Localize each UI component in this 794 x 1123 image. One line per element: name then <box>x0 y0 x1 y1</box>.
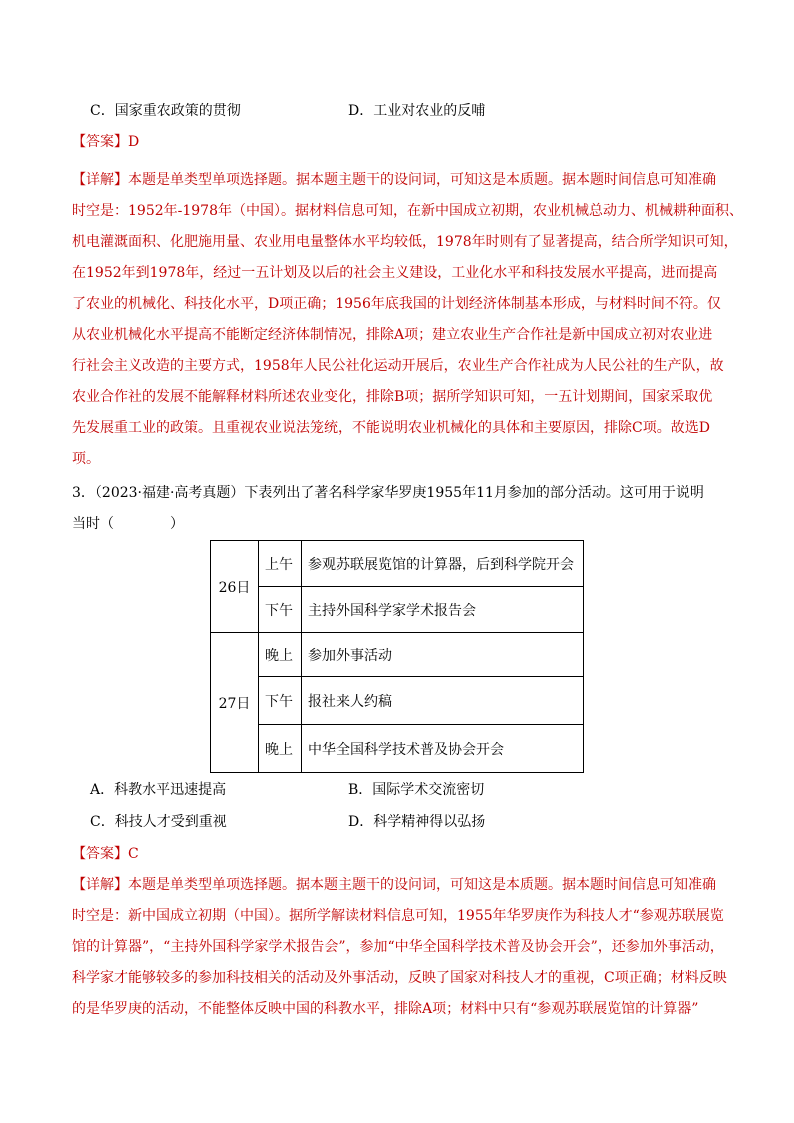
detail-line: 项。 <box>72 451 100 467</box>
prev-option-c: C．国家重农政策的贯彻 <box>90 103 241 119</box>
question-3-stem-cont: 当时（ ） <box>72 516 184 532</box>
question-3-stem: 3．（2023·福建·高考真题）下表列出了著名科学家华罗庚1955年11月参加的部分活动。这可用于说明 <box>72 485 704 501</box>
answer-value: D <box>128 134 140 150</box>
detail-line: 本题是单类型单项选择题。据本题主题干的设问词，可知这是本质题。据本题时间信息可知准确 <box>128 172 716 188</box>
day-cell-27: 27日 <box>211 633 259 773</box>
time-cell: 下午 <box>259 677 302 725</box>
activity-cell: 参加外事活动 <box>302 633 584 677</box>
time-cell: 下午 <box>259 587 302 633</box>
activity-cell: 报社来人约稿 <box>302 677 584 725</box>
detail-label: 【详解】 <box>72 172 128 188</box>
detail-line: 了农业的机械化、科技化水平，D项正确；1956年底我国的计划经济体制基本形成，与材料时间不符。仅 <box>72 296 721 312</box>
table-row <box>211 541 584 587</box>
table-row <box>211 587 584 633</box>
detail-line: 机电灌溉面积、化肥施用量、农业用电量整体水平均较低，1978年时则有了显著提高，结合所学知识可知， <box>72 234 738 250</box>
question-3-detail <box>72 876 727 1031</box>
activity-cell: 中华全国科学技术普及协会开会 <box>302 725 584 773</box>
detail-line: 先发展重工业的政策。且重视农业说法笼统，不能说明农业机械化的具体和主要原因，排除C项。故选D <box>72 420 710 436</box>
detail-label: 【详解】 <box>72 877 128 893</box>
detail-line: 的是华罗庚的活动，不能整体反映中国的科教水平，排除A项；材料中只有“参观苏联展览馆的计算器” <box>72 1001 699 1017</box>
answer-label: 【答案】 <box>72 846 128 862</box>
question-3-answer <box>72 845 139 863</box>
prev-answer <box>72 133 139 151</box>
detail-line: 行社会主义改造的主要方式，1958年人民公社化运动开展后，农业生产合作社成为人民公社的生产队，故 <box>72 358 724 374</box>
table-row <box>211 725 584 773</box>
option-a: A．科教水平迅速提高 <box>90 782 227 798</box>
detail-line: 在1952年到1978年，经过一五计划及以后的社会主义建设，工业化水平和科技发展水平提高，进而提高 <box>72 265 718 281</box>
option-c: C．科技人才受到重视 <box>90 814 227 830</box>
detail-line: 时空是：新中国成立初期（中国）。据所学解读材料信息可知，1955年华罗庚作为科技人才“参观苏联展览 <box>72 908 724 924</box>
option-d: D．科学精神得以弘扬 <box>348 814 486 830</box>
detail-line: 科学家才能够较多的参加科技相关的活动及外事活动，反映了国家对科技人才的重视，C项正确；材料反映 <box>72 970 727 986</box>
activity-cell: 主持外国科学家学术报告会 <box>302 587 584 633</box>
table-row <box>211 633 584 677</box>
detail-line: 从农业机械化水平提高不能断定经济体制情况，排除A项；建立农业生产合作社是新中国成立初对农业进 <box>72 327 713 343</box>
table-row <box>211 677 584 725</box>
option-b: B．国际学术交流密切 <box>348 782 485 798</box>
answer-value: C <box>128 846 139 862</box>
detail-line: 农业合作社的发展不能解释材料所述农业变化，排除B项；据所学知识可知，一五计划期间，国家采取优 <box>72 389 713 405</box>
time-cell: 晚上 <box>259 633 302 677</box>
answer-label: 【答案】 <box>72 134 128 150</box>
schedule-table <box>210 540 584 773</box>
detail-line: 本题是单类型单项选择题。据本题主题干的设问词，可知这是本质题。据本题时间信息可知准确 <box>128 877 716 893</box>
time-cell: 上午 <box>259 541 302 587</box>
day-cell-26: 26日 <box>211 541 259 633</box>
activity-cell: 参观苏联展览馆的计算器，后到科学院开会 <box>302 541 584 587</box>
prev-option-d: D．工业对农业的反哺 <box>348 103 486 119</box>
detail-line: 时空是：1952年-1978年（中国）。据材料信息可知，在新中国成立初期，农业机械总动力、机械耕种面积、 <box>72 203 743 219</box>
detail-line: 馆的计算器”，“主持外国科学家学术报告会”，参加“中华全国科学技术普及协会开会”，还参加外事活动， <box>72 939 724 955</box>
time-cell: 晚上 <box>259 725 302 773</box>
prev-detail <box>72 165 743 475</box>
